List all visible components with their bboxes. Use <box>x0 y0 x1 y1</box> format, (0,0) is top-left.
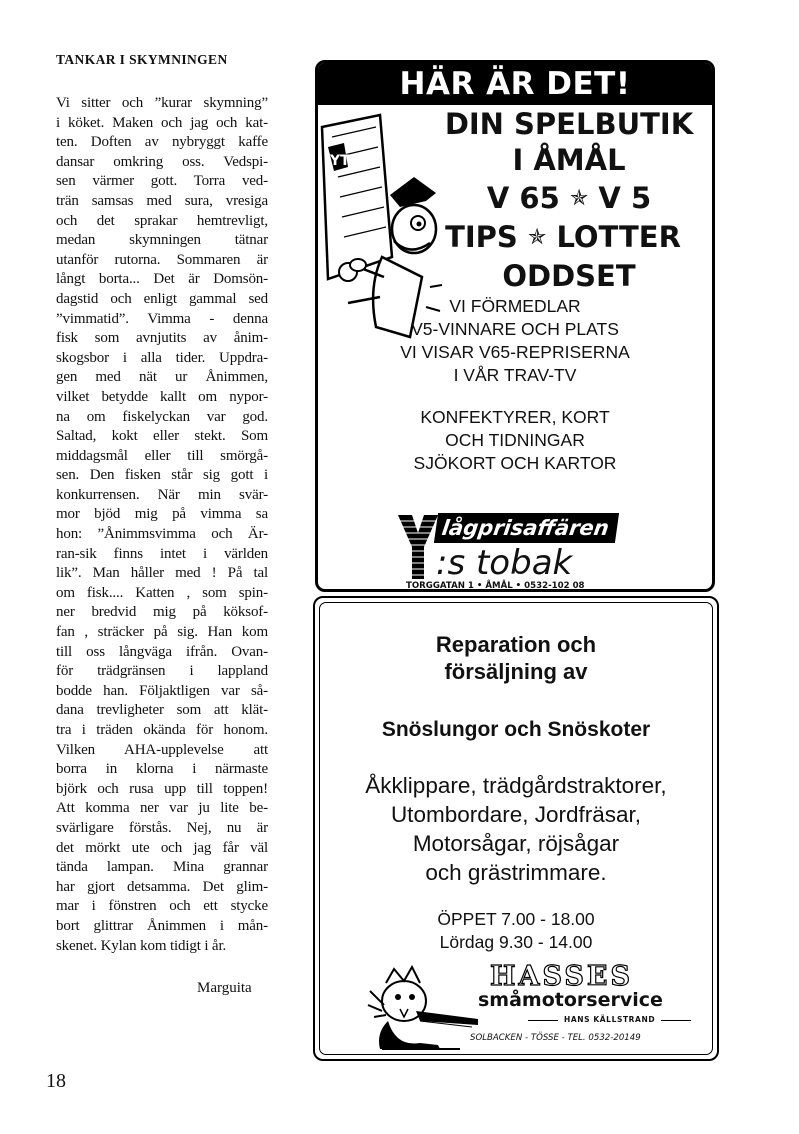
article-line: Vi sitter och ”kurar skymning” <box>56 95 268 111</box>
article-line: konkurrensen. När min svär- <box>56 486 268 503</box>
article-line: medan skymningen tätnar <box>56 232 268 249</box>
ad-product-line: OCH TIDNINGAR <box>445 430 585 450</box>
owner-name: HANS KÄLLSTRAND <box>564 1015 656 1024</box>
ad-product-line: Utombordare, Jordfräsar, <box>390 802 642 827</box>
article-line: långt borta... Det är Domsön- <box>56 271 268 288</box>
svg-text:YT: YT <box>330 153 350 169</box>
ad-header: HÄR ÄR DET! <box>318 63 712 105</box>
article-line: tända lampan. Mina grannar <box>56 859 268 876</box>
article-line: Saltad, kokt eller stekt. Som <box>56 428 268 445</box>
article-line: ten. Doften av nybryggt kaffe <box>56 134 268 151</box>
ad-info-line: VI VISAR V65-REPRISERNA <box>400 342 630 362</box>
article-line: fisk som avnjutits av ånim- <box>56 330 268 347</box>
lotter-label: LOTTER <box>556 220 681 254</box>
ad-line-oddset: ODDSET <box>502 259 636 293</box>
article-line: vilket betydde kallt om nypor- <box>56 388 268 405</box>
article-line: bort glittrar Ånimmen i mån- <box>56 917 268 934</box>
ad-info-line: VI FÖRMEDLAR <box>449 296 581 316</box>
article-body <box>56 94 268 956</box>
article-line: i köket. Maken och jag och kat- <box>56 114 268 131</box>
yt-tobak-logo <box>406 513 638 589</box>
article-line: bodde han. Följaktligen var så- <box>56 682 268 699</box>
article-line: björk och rusa upp till toppen! <box>56 780 268 797</box>
article-line: ner bredvid mig på köksof- <box>56 604 268 621</box>
ad-product-line: Motorsågar, röjsågar <box>412 831 620 856</box>
article-line: om fisk.... Katten , som spin- <box>56 584 268 601</box>
article-line: utanför rutorna. Sommaren är <box>56 251 268 268</box>
star-icon: ✯ <box>527 225 547 250</box>
hasses-logo <box>360 961 680 1061</box>
ad-product-line: och grästrimmare. <box>425 860 607 885</box>
article-line: fan , sträcker på sig. Han kom <box>56 624 268 641</box>
ad-info-line: V5-VINNARE OCH PLATS <box>411 319 619 339</box>
article-title: TANKAR I SKYMNINGEN <box>56 52 228 67</box>
ad-line-amal: I ÅMÅL <box>512 143 626 177</box>
article-line: det mörkt ute och jag får väl <box>56 839 268 856</box>
article-line: dansar omkring oss. Vedspi- <box>56 153 268 170</box>
beaver-with-chainsaw-icon <box>360 961 480 1051</box>
article-line: middagsmål eller till smörgå- <box>56 447 268 464</box>
ad-line-v65-v5 <box>438 181 700 215</box>
ad-hours-line: ÖPPET 7.00 - 18.00 <box>437 909 595 929</box>
article-line: Vilken AHA-upplevelse att <box>56 741 268 758</box>
ad-hours-line: Lördag 9.30 - 14.00 <box>439 932 593 952</box>
yt-banner: lågprisaffären <box>434 513 619 543</box>
article-line: sen värmer gott. Torra ved- <box>56 173 268 190</box>
page-number: 18 <box>46 1070 66 1092</box>
article-line: trän samsas med sura, vresiga <box>56 192 268 209</box>
article <box>56 52 268 956</box>
divider <box>661 1020 691 1021</box>
ad-product-line: Åkklippare, trädgårdstraktorer, <box>365 773 667 798</box>
article-line: tra i träden okända för honom. <box>56 722 268 738</box>
article-line: hon: ”Ånimmsvimma och Är- <box>56 526 268 543</box>
ad-info-line: I VÅR TRAV-TV <box>453 365 577 385</box>
article-line: sen. Den fisken står sig gott i <box>56 467 268 484</box>
article-line: mor bjöd mig på vimma sa <box>56 506 268 523</box>
ad-hasses-inner-frame <box>319 602 713 1055</box>
ad-line-tips-lotter <box>413 220 713 254</box>
article-line: Att komma ner var ju lite be- <box>56 800 268 817</box>
article-line: gen med nät ur Ånimmen, <box>56 369 268 386</box>
article-line: och det sprakar hemtrevligt, <box>56 212 268 229</box>
article-line: skogsbor i alla tider. Uppdra- <box>56 349 268 366</box>
tips-label: TIPS <box>445 220 518 254</box>
article-author: Marguita <box>197 980 252 996</box>
article-line: mar i fönstren och ett stycke <box>56 898 268 915</box>
divider <box>528 1020 558 1021</box>
article-line: dana trevligheter som att klät- <box>56 702 268 719</box>
v5-label: V 5 <box>598 181 652 215</box>
article-line: skenet. Kylan kom tidigt i år. <box>56 937 227 954</box>
ad-address: TORGGATAN 1 • ÅMÅL • 0532-102 08 <box>406 579 620 592</box>
ad-headline: Reparation och <box>435 632 597 657</box>
hasses-subtitle: småmotorservice <box>478 989 663 1011</box>
article-line: lik”. Man håller med ! På tal <box>56 565 268 582</box>
ad-subheadline: Snöslungor och Snöskoter <box>381 718 651 741</box>
hasses-address: SOLBACKEN - TÖSSE - TEL. 0532-20149 <box>470 1033 641 1043</box>
ad-headline: försäljning av <box>444 659 588 684</box>
ad-hasses <box>313 596 719 1061</box>
article-line: ran-sik finns intet i världen <box>56 545 268 562</box>
article-line: ”vimmatid”. Vimma - denna <box>56 310 268 327</box>
article-line: dagstid och enligt gammal sed <box>56 290 268 307</box>
hasses-owner <box>528 1015 691 1024</box>
article-line: borra in klorna i närmaste <box>56 761 268 778</box>
article-line: svärligare förstås. Nej, nu är <box>56 819 268 836</box>
ad-product-line: KONFEKTYRER, KORT <box>420 407 610 427</box>
article-line: na om fiskelyckan var god. <box>56 408 268 425</box>
ad-spelbutik <box>315 60 715 592</box>
article-line: har gjort detsamma. Det glim- <box>56 878 268 895</box>
yt-mark-icon <box>398 511 438 581</box>
ad-line-spelbutik: DIN SPELBUTIK <box>444 107 694 141</box>
yt-tobak-name: :s tobak <box>436 543 573 583</box>
star-icon: ✯ <box>569 186 589 211</box>
ad-product-line: SJÖKORT OCH KARTOR <box>413 453 617 473</box>
hasses-name: HASSES <box>490 961 633 992</box>
article-line: till oss långväga ifrån. Ovan- <box>56 643 268 660</box>
v65-label: V 65 <box>486 181 560 215</box>
article-line: för trädgränsen i lappland <box>56 663 268 680</box>
